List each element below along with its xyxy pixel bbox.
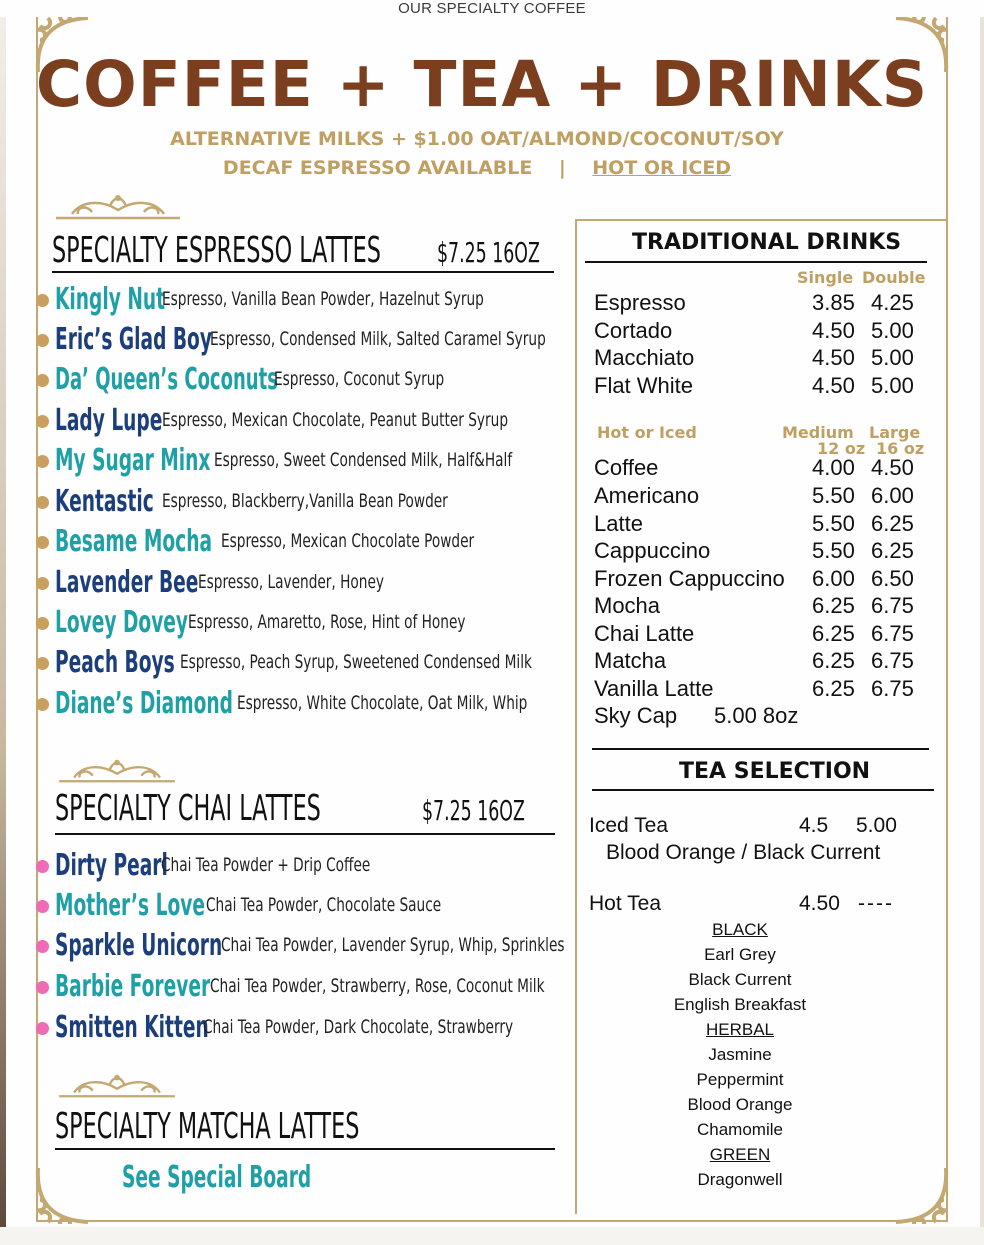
top-label: OUR SPECIALTY COFFEE (0, 0, 984, 17)
item-description: Espresso, Sweet Condensed Milk, Half&Half (214, 449, 513, 471)
list-item (36, 565, 566, 601)
item-name: Diane’s Diamond (55, 686, 233, 721)
iced-tea-price-2: 5.00 (856, 814, 897, 837)
price-large: 6.25 (871, 538, 914, 563)
bullet-dot-icon (36, 940, 49, 953)
tea-category: GREEN (709, 1145, 771, 1164)
milk-options: ALTERNATIVE MILKS + $1.00 OAT/ALMOND/COCONUT/SOY (170, 128, 784, 150)
item-description: Chai Tea Powder + Drip Coffee (161, 854, 371, 876)
hot-tea-label: Hot Tea (589, 892, 661, 915)
chai-price: $7.25 16OZ (422, 794, 525, 827)
drink-name: Frozen Cappuccino (594, 566, 785, 591)
item-name: Dirty Pearl (55, 848, 168, 883)
tea-variety: English Breakfast (673, 995, 807, 1014)
price-medium: 4.00 (812, 455, 855, 480)
drink-name: Latte (594, 511, 643, 536)
drink-name: Coffee (594, 455, 659, 480)
right-panel-border (575, 219, 577, 1214)
tea-variety: Chamomile (697, 1120, 783, 1139)
col-large-size: 16 oz (876, 439, 925, 458)
tea-variety: Dragonwell (697, 1170, 783, 1189)
list-item (36, 403, 566, 439)
tea-rule (592, 789, 934, 791)
price-medium: 5.50 (812, 511, 855, 536)
bullet-dot-icon (36, 698, 49, 711)
bullet-dot-icon (36, 860, 49, 873)
drink-name: Americano (594, 483, 700, 508)
item-description: Chai Tea Powder, Chocolate Sauce (206, 894, 442, 916)
price-single: 4.50 (812, 373, 855, 398)
list-item (36, 362, 566, 398)
price-medium: 6.25 (812, 676, 855, 701)
bullet-dot-icon (36, 334, 49, 347)
matcha-note: See Special Board (122, 1160, 312, 1195)
item-name: Besame Mocha (55, 524, 212, 559)
decaf-line (0, 157, 954, 179)
list-item (36, 645, 566, 681)
list-item (36, 524, 566, 560)
item-description: Chai Tea Powder, Strawberry, Rose, Coconut Milk (210, 975, 545, 997)
corner-ornament-bottom-left-icon (30, 1160, 100, 1230)
price-large: 4.50 (871, 455, 914, 480)
item-description: Espresso, Lavender, Honey (198, 571, 384, 593)
skycap-name: Sky Cap (594, 703, 678, 728)
chai-rule (55, 833, 555, 835)
item-description: Espresso, Mexican Chocolate Powder (221, 530, 475, 552)
price-medium: 6.00 (812, 566, 855, 591)
tea-category: BLACK (712, 920, 768, 939)
traditional-rule (585, 261, 927, 263)
drink-name: Vanilla Latte (594, 676, 714, 701)
drink-name: Espresso (594, 290, 686, 315)
price-single: 3.85 (812, 290, 855, 315)
bullet-dot-icon (36, 374, 49, 387)
item-name: Da’ Queen’s Coconuts (55, 362, 278, 397)
drink-name: Chai Latte (594, 621, 695, 646)
item-name: Lavender Bee (55, 565, 199, 600)
tea-category: HERBAL (705, 1020, 775, 1039)
price-large: 6.50 (871, 566, 914, 591)
item-name: Peach Boys (55, 645, 175, 680)
bullet-dot-icon (36, 1022, 49, 1035)
tea-variety: Blood Orange (687, 1095, 793, 1114)
traditional-heading: TRADITIONAL DRINKS (632, 230, 902, 255)
price-large: 6.75 (871, 621, 914, 646)
tea-variety: Black Current (688, 970, 792, 989)
right-panel-top-border (575, 219, 947, 221)
item-name: Mother’s Love (55, 888, 205, 923)
bullet-dot-icon (36, 496, 49, 509)
espresso-heading: SPECIALTY ESPRESSO LATTES (52, 230, 381, 271)
espresso-rule (52, 271, 554, 273)
item-name: Lovey Dovey (55, 605, 189, 640)
bullet-dot-icon (36, 415, 49, 428)
list-item (36, 888, 566, 924)
item-name: Lady Lupe (55, 403, 163, 438)
price-double: 5.00 (871, 345, 914, 370)
list-item (36, 322, 566, 358)
matcha-heading: SPECIALTY MATCHA LATTES (55, 1106, 360, 1147)
list-item (36, 1010, 566, 1046)
price-large: 6.75 (871, 593, 914, 618)
price-large: 6.00 (871, 483, 914, 508)
item-description: Espresso, Mexican Chocolate, Peanut Butter Syrup (162, 409, 509, 431)
col-large: Large (869, 423, 921, 442)
list-item (36, 484, 566, 520)
bullet-dot-icon (36, 577, 49, 590)
col-medium-size: 12 oz (817, 439, 866, 458)
item-description: Espresso, Peach Syrup, Sweetened Condensed Milk (180, 651, 532, 673)
drink-name: Flat White (594, 373, 694, 398)
item-name: Barbie Forever (55, 969, 211, 1004)
bullet-dot-icon (36, 981, 49, 994)
item-name: Eric’s Glad Boy (55, 322, 212, 357)
item-name: Kentastic (55, 484, 154, 519)
price-single: 4.50 (812, 318, 855, 343)
price-medium: 5.50 (812, 538, 855, 563)
item-description: Espresso, Blackberry,Vanilla Bean Powder (162, 490, 448, 512)
iced-tea-price-1: 4.5 (799, 814, 829, 837)
bullet-dot-icon (36, 536, 49, 549)
price-single: 4.50 (812, 345, 855, 370)
bullet-dot-icon (36, 455, 49, 468)
price-medium: 6.25 (812, 593, 855, 618)
price-large: 6.75 (871, 648, 914, 673)
price-large: 6.75 (871, 676, 914, 701)
tea-variety: Peppermint (696, 1070, 784, 1089)
price-medium: 6.25 (812, 621, 855, 646)
bottom-strip (0, 1227, 984, 1245)
price-large: 6.25 (871, 511, 914, 536)
hot-iced-label: Hot or Iced (597, 423, 697, 442)
item-name: Kingly Nut (55, 282, 166, 317)
chai-heading: SPECIALTY CHAI LATTES (55, 788, 321, 829)
col-single: Single (797, 268, 854, 287)
col-double: Double (862, 268, 926, 287)
hot-tea-price: 4.50 (799, 892, 840, 915)
item-name: Smitten Kitten (55, 1010, 209, 1045)
bullet-dot-icon (36, 617, 49, 630)
tea-variety: Jasmine (708, 1045, 772, 1064)
hot-tea-price-2: ---- (858, 892, 894, 915)
drink-name: Matcha (594, 648, 667, 673)
separator: | (558, 157, 566, 179)
price-double: 5.00 (871, 318, 914, 343)
flourish-icon (55, 1072, 179, 1100)
item-name: Sparkle Unicorn (55, 928, 223, 963)
item-description: Chai Tea Powder, Dark Chocolate, Strawberry (203, 1016, 514, 1038)
drink-name: Macchiato (594, 345, 695, 370)
item-description: Chai Tea Powder, Lavender Syrup, Whip, Sprinkles (221, 934, 565, 956)
iced-tea-label: Iced Tea (589, 814, 669, 837)
price-medium: 6.25 (812, 648, 855, 673)
skycap-price: 5.00 8oz (714, 703, 799, 728)
tea-variety: Earl Grey (704, 945, 776, 964)
item-description: Espresso, Condensed Milk, Salted Caramel Syrup (210, 328, 546, 350)
hot-or-iced-note: HOT OR ICED (592, 157, 732, 179)
drink-name: Cappuccino (594, 538, 711, 563)
price-medium: 5.50 (812, 483, 855, 508)
bullet-dot-icon (36, 294, 49, 307)
item-description: Espresso, White Chocolate, Oat Milk, Whip (237, 692, 528, 714)
tea-heading: TEA SELECTION (679, 759, 871, 784)
drink-name: Cortado (594, 318, 673, 343)
item-description: Espresso, Coconut Syrup (274, 368, 445, 390)
bullet-dot-icon (36, 900, 49, 913)
item-name: My Sugar Minx (55, 443, 211, 478)
list-item (36, 443, 566, 479)
list-item (36, 605, 566, 641)
list-item (36, 928, 566, 964)
list-item (36, 969, 566, 1005)
matcha-rule (55, 1148, 555, 1150)
item-description: Espresso, Vanilla Bean Powder, Hazelnut Syrup (162, 288, 484, 310)
list-item (36, 282, 566, 318)
list-item (36, 848, 566, 884)
espresso-price: $7.25 16OZ (437, 236, 540, 269)
page-title: COFFEE + TEA + DRINKS (35, 48, 929, 121)
item-description: Espresso, Amaretto, Rose, Hint of Honey (188, 611, 466, 633)
list-item (36, 686, 566, 722)
drink-name: Mocha (594, 593, 661, 618)
flourish-icon (55, 757, 179, 785)
decaf-note: DECAF ESPRESSO AVAILABLE (222, 157, 533, 179)
iced-tea-flavors: Blood Orange / Black Current (606, 841, 881, 864)
flourish-icon (52, 192, 184, 222)
price-double: 5.00 (871, 373, 914, 398)
tea-top-rule (592, 748, 929, 750)
bullet-dot-icon (36, 657, 49, 670)
price-double: 4.25 (871, 290, 914, 315)
right-edge (980, 0, 984, 1245)
col-medium: Medium (782, 423, 854, 442)
corner-ornament-bottom-right-icon (884, 1160, 954, 1230)
left-edge (0, 0, 6, 1245)
